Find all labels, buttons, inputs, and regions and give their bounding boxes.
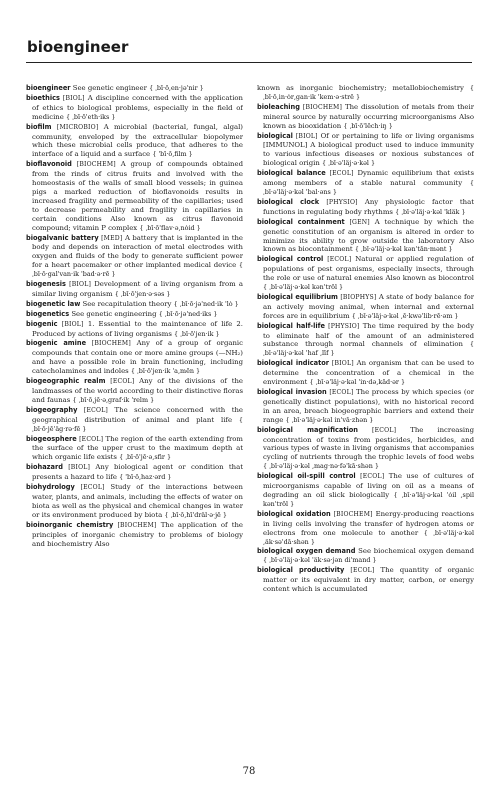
- entry-term: biological: [257, 131, 293, 140]
- entry-definition: Study of the interactions between water, plants, and animals, including the effects of water on biota as well as the physical and chemical changes in water or its environment produced by biota: [32, 483, 243, 519]
- glossary-entry: [26, 377, 243, 405]
- glossary-entry: [26, 483, 243, 520]
- entry-definition: Any of a group of organic compounds that contain one or more amine groups (—NH₂) and have a possible role in brain functioning, including catecholamines and indoles: [32, 339, 243, 376]
- glossary-entry: [257, 510, 474, 547]
- glossary-entry: [257, 547, 474, 565]
- entry-definition: A state of body balance for an actively moving animal, when internal and external forces are in equilibrium: [263, 292, 474, 320]
- entry-term: biological oxygen demand: [257, 547, 356, 556]
- entry-pronunciation: { ˌbī·ə'läj·ə·kəl 'ȯil ‚spil kən'trōl }: [263, 490, 474, 508]
- entry-term: biological half-life: [257, 321, 325, 330]
- entry-term: bioinorganic chemistry: [26, 520, 114, 529]
- entry-subject-label: [ECOL]: [350, 567, 375, 575]
- glossary-entry: [257, 103, 474, 131]
- glossary-entry: [26, 300, 243, 309]
- entry-pronunciation: { ˌbī·ə'läj·ə·kəl 'kläk }: [395, 207, 466, 216]
- entry-subject-label: [BIOCHEM]: [302, 103, 343, 111]
- entry-pronunciation: { ˌbī·ō'jen·ik }: [174, 329, 220, 338]
- entry-term: biohazard: [26, 463, 63, 472]
- glossary-entry: [257, 132, 474, 169]
- entry-term: biological containment: [257, 217, 345, 226]
- entry-pronunciation: { ˌbī·ō'jen·ə·səs }: [114, 289, 171, 298]
- glossary-entry: [26, 310, 243, 319]
- entry-pronunciation: { ˌbī·ō'flav·ə‚nȯid }: [139, 223, 201, 232]
- entry-definition: 1. Essential to the maintenance of life 2. Produced by actions of living organisms: [32, 319, 243, 338]
- glossary-entry: [257, 426, 474, 472]
- glossary-entry: [257, 84, 474, 102]
- header-rule: [26, 62, 472, 63]
- entry-definition: The increasing concentration of toxins from pesticides, herbicides, and various types of waste in living organisms that accompanies cycling of nutrients through the trophic levels of food webs: [263, 425, 474, 462]
- entry-pronunciation: { ˌbī·ō·jē'äg·rə·fē }: [32, 415, 243, 433]
- entry-definition: Natural or applied regulation of populations of pest organisms, especially insects, through the role or use of natural enemies Also known as biocontrol: [263, 255, 474, 283]
- entry-subject-label: [ECOL]: [80, 484, 105, 492]
- entry-subject-label: [BIOPHYS]: [340, 293, 377, 301]
- entry-subject-label: [BIOCHEM]: [91, 340, 131, 348]
- glossary-entry: [26, 435, 243, 463]
- glossary-entry: [26, 84, 243, 93]
- entry-definition: The use of cultures of microorganisms capable of living on oil as a means of degrading an oil slick biologically: [263, 472, 474, 499]
- glossary-entry: [26, 160, 243, 232]
- entry-definition: An organism that can be used to determine the concentration of a chemical in the environment: [263, 359, 474, 387]
- entry-definition: The region of the earth extending from the surface of the upper crust to the maximum depth at which organic life exists: [32, 434, 243, 462]
- entry-pronunciation: { ˌbī·ə'läj·ə·kəl }: [321, 159, 376, 168]
- entry-definition: The process by which species (or genetically distinct populations), with no historical record in an area, breach biogeographic barriers and extend their range: [263, 388, 474, 424]
- entry-definition: The time required by the body to eliminate half of the amount of an administered substance through normal channels of elimination: [263, 321, 474, 349]
- entry-pronunciation: { ˌbī·ō‚in·ȯr‚gan·ik 'kem·ə·strē }: [263, 84, 474, 101]
- entry-term: biogeographic realm: [26, 377, 106, 386]
- entry-term: biogeography: [26, 405, 78, 414]
- entry-pronunciation: { ˌbī·ə'läj·ə·kəl 'bal·əns }: [263, 179, 474, 196]
- entry-pronunciation: { ˌbī·ō‚en·jə'nir }: [149, 84, 204, 92]
- entry-term: biological productivity: [257, 566, 345, 575]
- entry-definition: A microbial (bacterial, fungal, algal) community, enveloped by the extracellular biopolymer which these microbial cells produce, that adheres to the interface of a liquid and a surface: [32, 122, 243, 159]
- entry-subject-label: [BIOL]: [295, 132, 318, 140]
- entry-definition: The application of the principles of inorganic chemistry to problems of biology and biochemistry Also: [32, 520, 243, 548]
- entry-pronunciation: { ˌbī·ə'läj·ə·kəl 'in·də‚kād·ər }: [309, 378, 406, 387]
- entry-subject-label: [BIOCHEM]: [117, 521, 157, 529]
- entry-subject-label: [ECOL]: [329, 170, 354, 178]
- entry-definition: known as inorganic biochemistry; metallobiochemistry: [257, 84, 470, 92]
- entry-pronunciation: { 'bī·ō‚film }: [152, 150, 193, 159]
- right-column: [257, 84, 474, 734]
- entry-subject-label: [BIOCHEM]: [76, 161, 116, 169]
- glossary-entry: [257, 293, 474, 321]
- entry-term: biogalvanic battery: [26, 233, 99, 242]
- entry-pronunciation: { ˌbī·ə'läj·ə·kəl in'vā·zhən }: [285, 415, 374, 424]
- entry-term: biological indicator: [257, 359, 330, 368]
- glossary-entry: [257, 198, 474, 217]
- entry-definition: See recapitulation theory: [82, 299, 174, 308]
- glossary-entry: [257, 218, 474, 255]
- entry-pronunciation: { ˌbī·ō'jē·ə‚sfir }: [119, 453, 172, 462]
- entry-definition: See genetic engineering: [71, 309, 159, 318]
- entry-pronunciation: { ˌbī·ə'läj·ə·kəl 'äk·sə·jən di'mand }: [263, 556, 377, 565]
- entry-pronunciation: { ˌbī·ō·jə'ned·ik 'lȯ }: [173, 299, 239, 308]
- entry-pronunciation: { ˌbī·ə'läj·ə·kəl ‚ē·kwə'lib·rē·əm }: [351, 311, 459, 320]
- entry-pronunciation: { ˌbī·ō‚jē·ə‚graf·ik 'relm }: [72, 395, 155, 404]
- entry-pronunciation: { ˌbī·ə'läj·ə·kəl ‚mag·nə·fə'kā·shən }: [263, 462, 379, 471]
- left-column: [26, 84, 243, 734]
- entry-definition: A technique by which the genetic constitution of an organism is altered in order to minimize its ability to grow outside the laboratory Also known as biocontainment: [263, 217, 474, 254]
- entry-definition: The science concerned with the geographical distribution of animal and plant life: [32, 405, 243, 424]
- glossary-entry: [257, 388, 474, 425]
- entry-subject-label: [BIOL]: [69, 281, 92, 289]
- entry-term: biological balance: [257, 169, 326, 178]
- entry-pronunciation: { ˌbī·ə'läj·ə·kəl ‚äk·sə'dā·shən }: [263, 528, 474, 546]
- entry-term: biological oxidation: [257, 509, 331, 518]
- entry-pronunciation: { ˌbī·ə'läj·ə·kəl 'haf ‚līf }: [263, 340, 474, 358]
- entry-subject-label: [ECOL]: [329, 389, 354, 396]
- glossary-entry: [26, 234, 243, 280]
- entry-pronunciation: { ˌbī·ō‚hī'dräl·ə·jē }: [164, 510, 227, 519]
- glossary-entry: [257, 566, 474, 594]
- glossary-entry: [26, 521, 243, 549]
- entry-term: biofilm: [26, 122, 52, 131]
- entry-term: biological magnification: [257, 425, 358, 434]
- entry-term: biological clock: [257, 197, 320, 206]
- entry-term: biohydrology: [26, 483, 75, 492]
- entry-definition: See genetic engineer: [72, 84, 150, 92]
- glossary-entry: [26, 320, 243, 339]
- entry-term: biogenic: [26, 319, 58, 328]
- page-number: 78: [242, 766, 256, 777]
- entry-subject-label: [BIOL]: [62, 94, 85, 102]
- entry-definition: The dissolution of metals from their mineral source by naturally occurring microorganisms Also known as biooxidation: [263, 102, 474, 130]
- glossary-entry: [26, 463, 243, 482]
- entry-pronunciation: { ˌbī·ə'läj·ə·kəl kən'trōl }: [263, 283, 344, 292]
- entry-subject-label: [ECOL]: [360, 473, 385, 481]
- entry-term: biogenesis: [26, 280, 66, 289]
- entry-definition: Of or pertaining to life or living organisms [IMMUNOL] A biological product used to induce immunity to various infectious diseases or noxious substances of biological origin: [263, 131, 474, 168]
- entry-subject-label: [PHYSIO]: [326, 198, 358, 206]
- entry-subject-label: [ECOL]: [79, 435, 104, 443]
- entry-subject-label: [ECOL]: [110, 378, 135, 386]
- entry-definition: Any of the divisions of the landmasses of the world according to their distinctive floras and faunas: [32, 377, 243, 404]
- glossary-entry: [26, 280, 243, 299]
- entry-pronunciation: { ˌbī·ō·gal'van·ik 'bad·ə·rē }: [32, 261, 243, 279]
- entry-definition: Any biological agent or condition that presents a hazard to life: [32, 463, 243, 482]
- glossary-entry: [26, 406, 243, 434]
- entry-subject-label: [ECOL]: [83, 406, 109, 414]
- entry-pronunciation: { ˌbī·ō·jə'ned·iks }: [158, 309, 218, 318]
- entry-definition: The quantity of organic matter or its equivalent in dry matter, carbon, or energy content which is accumulated: [263, 566, 474, 594]
- entry-subject-label: [BIOL]: [331, 360, 354, 368]
- entry-definition: A battery that is implanted in the body and depends on interaction of metal electrodes with oxygen and fluids of the body to generate sufficient power for a heart pacemaker or other implanted medical device: [32, 233, 243, 270]
- entry-term: biogeosphere: [26, 434, 77, 443]
- entry-term: biogenetics: [26, 309, 70, 318]
- entry-definition: Any physiologic factor that functions in regulating body rhythms: [263, 197, 474, 216]
- entry-pronunciation: { ˌbī·ō'lēch·iŋ }: [343, 121, 393, 130]
- entry-definition: A group of compounds obtained from the rinds of citrus fruits and involved with the homeostasis of the walls of small blood vessels; in guinea pigs a marked reduction of bioflavonoids results in increased fragility and permeability of the capillaries; used to decrease permeability and fragility in capillaries in certain conditions Also known as citrus flavonoid compound; vitamin P complex: [32, 160, 243, 232]
- entry-definition: Dynamic equilibrium that exists among members of a stable natural community: [263, 169, 474, 188]
- entry-subject-label: [PHYSIO]: [328, 322, 360, 330]
- entry-subject-label: [ECOL]: [372, 426, 397, 434]
- entry-term: biogenetic law: [26, 299, 81, 308]
- glossary-entry: [26, 339, 243, 376]
- glossary-entry: [257, 255, 474, 292]
- entry-term: biological equilibrium: [257, 292, 338, 301]
- entry-subject-label: [BIOL]: [68, 464, 91, 472]
- entry-term: bioethics: [26, 93, 60, 102]
- glossary-entry: [257, 169, 474, 197]
- entry-pronunciation: { 'bī·ō‚haz·ərd }: [119, 473, 172, 482]
- entry-subject-label: [BIOCHEM]: [333, 510, 373, 518]
- entry-term: bioflavonoid: [26, 160, 72, 169]
- glossary-entry: [26, 94, 243, 122]
- entry-subject-label: [ECOL]: [327, 256, 352, 264]
- entry-definition: Development of a living organism from a similar living organism: [32, 280, 243, 298]
- entry-term: bioengineer: [26, 84, 71, 92]
- entry-subject-label: [MICROBIO]: [56, 123, 99, 131]
- glossary-entry: [257, 359, 474, 387]
- entry-term: biological oil-spill control: [257, 472, 356, 481]
- entry-pronunciation: { ˌbī·ō'eth·iks }: [66, 112, 116, 121]
- entry-definition: A discipline concerned with the application of ethics to biological problems, especially in the field of medicine: [32, 93, 243, 121]
- glossary-entry: [257, 472, 474, 509]
- entry-definition: Energy-producing reactions in living cells involving the transfer of hydrogen atoms or electrons from one molecule to another: [263, 509, 474, 537]
- glossary-entry: [26, 123, 243, 160]
- entry-term: biogenic amine: [26, 339, 87, 348]
- glossary-entry: [257, 322, 474, 359]
- entry-term: biological invasion: [257, 388, 327, 396]
- entry-term: biological control: [257, 255, 324, 264]
- entry-subject-label: [GEN]: [349, 218, 370, 226]
- entry-subject-label: [BIOL]: [61, 320, 84, 328]
- entry-pronunciation: { ˌbī·ō'jen·ik 'a‚mēn }: [130, 367, 201, 376]
- entry-term: bioleaching: [257, 102, 300, 111]
- entry-pronunciation: { ˌbī·ə'läj·ə·kəl kən'tān·mənt }: [354, 245, 453, 254]
- page-header-title: bioengineer: [27, 38, 129, 56]
- entry-subject-label: [MED]: [101, 234, 123, 242]
- entry-definition: See biochemical oxygen demand: [358, 547, 474, 556]
